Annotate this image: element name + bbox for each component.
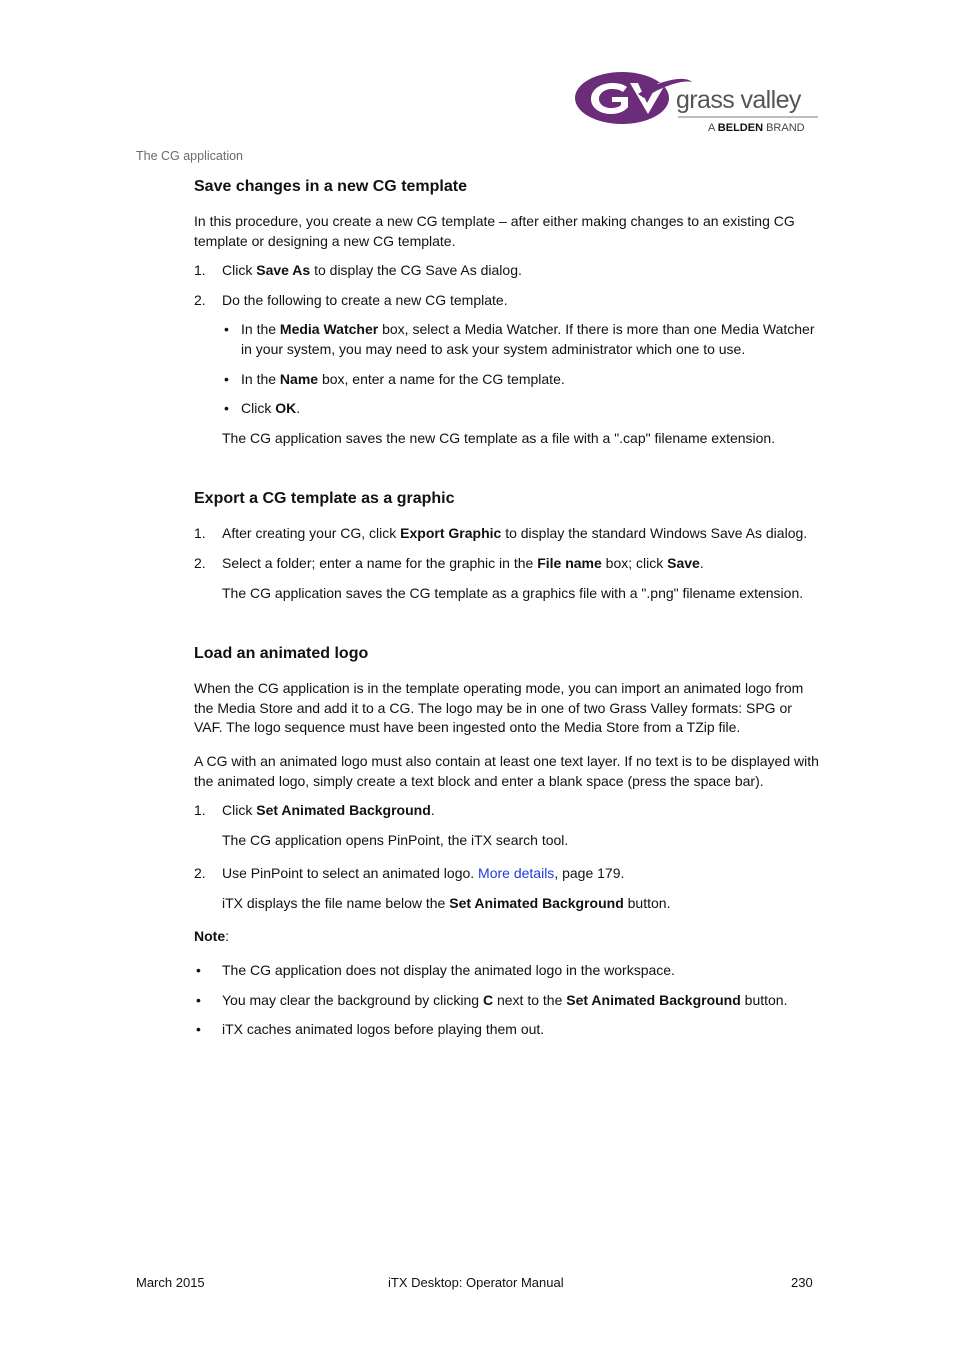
step-text: , page 179. bbox=[554, 865, 625, 882]
footer-page-number: 230 bbox=[791, 1275, 813, 1290]
step-number: 1. bbox=[194, 802, 206, 819]
step-text: . bbox=[430, 802, 435, 819]
bullet-icon: • bbox=[224, 370, 229, 387]
note-item bbox=[194, 991, 819, 1011]
page-content bbox=[194, 176, 819, 1040]
step-text: to display the standard Windows Save As dialog. bbox=[501, 525, 808, 542]
bullet-icon: • bbox=[224, 400, 229, 417]
logo-step-1 bbox=[194, 801, 819, 821]
bullet-text: In the bbox=[241, 321, 280, 338]
bullet-text: box, select a Media Watcher. If there is more than one Media Watcher in your system, you may need to ask your system administrator which one to use. bbox=[241, 321, 815, 357]
ui-term-save: Save bbox=[667, 554, 700, 571]
logo-para-2: A CG with an animated logo must also contain at least one text layer. If no text is to be displayed with the animated logo, simply create a text block and enter a blank space (press the space bar). bbox=[194, 752, 819, 789]
ui-term-ok: OK bbox=[275, 400, 297, 417]
ui-term-file-name: File name bbox=[537, 554, 602, 571]
ui-term-set-animated-background: Set Animated Background bbox=[449, 894, 624, 911]
brand-tagline: A BELDEN BRAND bbox=[708, 122, 805, 134]
heading-animated-logo: Load an animated logo bbox=[194, 645, 369, 663]
step-text: box; click bbox=[601, 554, 668, 571]
note-item bbox=[194, 961, 819, 981]
export-step-1 bbox=[194, 524, 819, 544]
step-number: 1. bbox=[194, 262, 206, 279]
footer-title: iTX Desktop: Operator Manual bbox=[388, 1275, 564, 1290]
note-item bbox=[194, 1020, 819, 1040]
heading-save-changes: Save changes in a new CG template bbox=[194, 178, 467, 195]
note-text: The CG application does not display the animated logo in the workspace. bbox=[222, 962, 675, 979]
bullet-text: . bbox=[296, 400, 301, 417]
footer-date: March 2015 bbox=[136, 1275, 205, 1290]
bullet-icon: • bbox=[196, 1021, 201, 1038]
ui-term-set-animated-background: Set Animated Background bbox=[566, 991, 741, 1008]
step-text: Select a folder; enter a name for the graphic in the bbox=[222, 554, 538, 571]
step-number: 2. bbox=[194, 865, 206, 882]
brand-name: grass valley bbox=[676, 86, 801, 114]
export-step-2 bbox=[194, 554, 819, 574]
note-text: iTX caches animated logos before playing them out. bbox=[222, 1021, 545, 1038]
save-step-2 bbox=[194, 291, 819, 311]
ui-term-save-as: Save As bbox=[256, 262, 311, 279]
grass-valley-logo bbox=[574, 70, 822, 136]
step-text: Use PinPoint to select an animated logo. bbox=[222, 865, 479, 882]
save-intro: In this procedure, you create a new CG template – after either making changes to an existing CG template or designing a new CG template. bbox=[194, 213, 795, 249]
bullet-icon: • bbox=[196, 991, 201, 1008]
save-bullet-ok bbox=[194, 399, 819, 419]
ui-term-set-animated-background: Set Animated Background bbox=[256, 802, 431, 819]
running-header: The CG application bbox=[136, 149, 244, 163]
step-text: Do the following to create a new CG template. bbox=[222, 291, 508, 308]
save-bullet-media-watcher bbox=[194, 320, 819, 359]
step-number: 1. bbox=[194, 525, 206, 542]
more-details-link[interactable]: More details bbox=[478, 865, 555, 882]
export-result: The CG application saves the CG template as a graphics file with a ".png" filename extension. bbox=[222, 584, 804, 601]
step-text: After creating your CG, click bbox=[222, 525, 401, 542]
logo-step-1-result: The CG application opens PinPoint, the iTX search tool. bbox=[222, 831, 569, 848]
ui-term-media-watcher: Media Watcher bbox=[279, 321, 379, 338]
note-label: Note bbox=[194, 928, 226, 945]
bullet-text: Click bbox=[241, 400, 276, 417]
ui-term-name: Name bbox=[279, 370, 319, 387]
bullet-icon: • bbox=[196, 962, 201, 979]
heading-export-graphic: Export a CG template as a graphic bbox=[194, 490, 455, 508]
step-text: Click bbox=[222, 262, 257, 279]
note-text: You may clear the background by clicking bbox=[222, 991, 483, 1008]
step-text: to display the CG Save As dialog. bbox=[310, 262, 522, 279]
step-number: 2. bbox=[194, 291, 206, 308]
step-text: . bbox=[699, 554, 704, 571]
logo-step-2 bbox=[194, 864, 819, 884]
note-text: next to the bbox=[493, 991, 567, 1008]
step-number: 2. bbox=[194, 554, 206, 571]
ui-term-c: C bbox=[482, 991, 494, 1008]
save-result: The CG application saves the new CG template as a file with a ".cap" filename extension. bbox=[222, 429, 776, 446]
note-heading: Note: bbox=[194, 928, 230, 945]
note-text: button. bbox=[740, 991, 788, 1008]
bullet-icon: • bbox=[224, 321, 229, 338]
bullet-text: box, enter a name for the CG template. bbox=[318, 370, 565, 387]
logo-para-1: When the CG application is in the template operating mode, you can import an animated logo from the Media Store and add it to a CG. The logo may be in one of two Grass Valley formats: SPG or VAF. The logo sequence must have been ingested onto the Media Store from a TZip file. bbox=[194, 680, 804, 736]
save-step-1 bbox=[194, 261, 819, 281]
step-text: Click bbox=[222, 802, 257, 819]
logo-step-2-result: iTX displays the file name below the Set Animated Background button. bbox=[222, 894, 671, 911]
save-bullet-name bbox=[194, 370, 819, 390]
ui-term-export-graphic: Export Graphic bbox=[400, 525, 502, 542]
bullet-text: In the bbox=[241, 370, 280, 387]
